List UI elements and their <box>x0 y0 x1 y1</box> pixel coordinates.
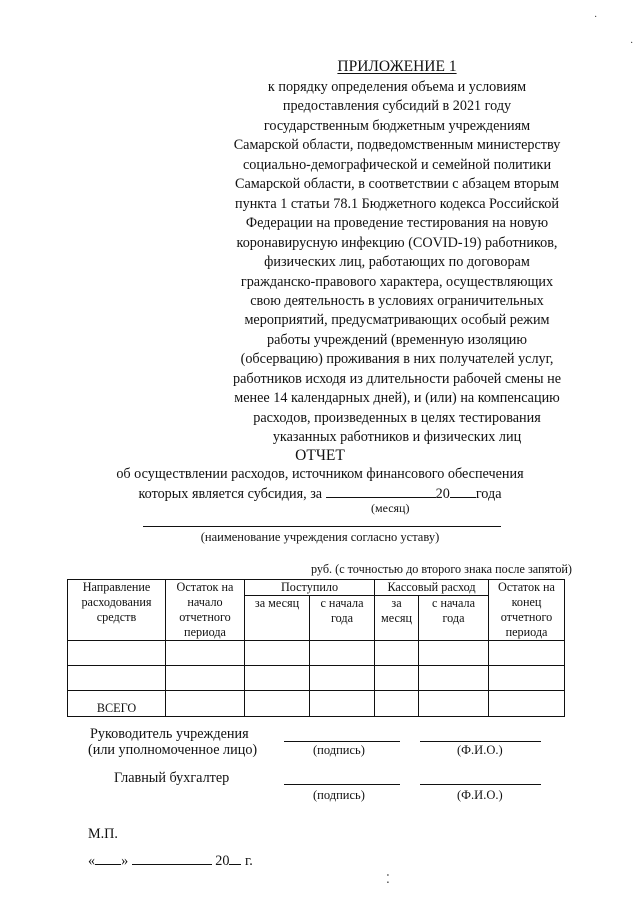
annex-line: мероприятий, предусматривающих особый режим <box>244 312 550 329</box>
head-label-line2: (или уполномоченное лицо) <box>88 742 258 758</box>
annex-line: социально-демографической и семейной политики <box>242 156 552 173</box>
header-received-ytd: с начала года <box>310 596 375 641</box>
table-cell[interactable] <box>166 641 245 666</box>
annex-description <box>212 78 582 448</box>
annex-line: Самарской области, подведомственным министерству <box>233 137 561 154</box>
table-cell[interactable] <box>489 641 565 666</box>
table-cell[interactable] <box>419 641 489 666</box>
annex-title: ПРИЛОЖЕНИЕ 1 <box>337 58 457 75</box>
accountant-name-line[interactable] <box>420 784 541 785</box>
units-note: руб. (с точностью до второго знака после запятой) <box>310 562 572 576</box>
header-balance-end: Остаток на конец отчетного периода <box>489 580 565 641</box>
annex-line: работы учреждений (временную изоляцию <box>267 331 527 348</box>
table-header-row <box>68 580 565 596</box>
date-month-blank[interactable] <box>132 851 212 865</box>
table-cell[interactable] <box>68 666 166 691</box>
table-row <box>68 641 565 666</box>
stamp-place-label: М.П. <box>88 826 118 842</box>
scan-speck: ⁚ <box>386 872 390 886</box>
table-cell[interactable] <box>68 641 166 666</box>
annex-line: свою деятельность в условиях ограничительных <box>250 292 544 309</box>
annex-line: физических лиц, работающих по договорам <box>264 254 530 271</box>
annex-line: государственным бюджетным учреждениям <box>263 117 531 134</box>
annex-line: к порядку определения объема и условиям <box>267 79 527 95</box>
accountant-signature-caption: (подпись) <box>313 788 365 802</box>
accountant-signature-line[interactable] <box>284 784 400 785</box>
header-direction: Направление расходования средств <box>68 580 166 641</box>
head-label-line1: Руководитель учреждения <box>90 726 249 742</box>
table-cell[interactable] <box>419 691 489 717</box>
annex-line: Самарской области, в соответствии с абзацем вторым <box>235 176 559 193</box>
report-subtitle-prefix: которых является субсидия, за <box>138 486 323 502</box>
month-caption: (месяц) <box>371 501 410 515</box>
table-cell[interactable] <box>489 691 565 717</box>
table-row <box>68 666 565 691</box>
accountant-name-caption: (Ф.И.О.) <box>457 788 503 802</box>
annex-line: работников исходя из длительности рабочей смены не <box>232 370 562 387</box>
table-cell[interactable] <box>375 691 419 717</box>
annex-line: Федерации на проведение тестирования на новую <box>245 215 549 232</box>
year-blank[interactable] <box>450 484 476 498</box>
report-subtitle-line2 <box>0 484 640 503</box>
table-cell[interactable] <box>245 641 310 666</box>
date-close-quote: » <box>121 853 129 869</box>
header-cash-month: за месяц <box>375 596 419 641</box>
month-blank[interactable] <box>326 484 436 498</box>
year-prefix: 20 <box>435 486 450 502</box>
table-cell[interactable] <box>375 666 419 691</box>
institution-caption: (наименование учреждения согласно уставу) <box>200 530 440 544</box>
annex-line: пункта 1 статьи 78.1 Бюджетного кодекса Российской <box>235 195 559 212</box>
report-table <box>67 579 565 717</box>
table-cell[interactable] <box>419 666 489 691</box>
header-received-month: за месяц <box>245 596 310 641</box>
date-year-suffix: г. <box>245 853 253 869</box>
table-cell[interactable] <box>375 641 419 666</box>
scan-speck: · <box>630 38 634 49</box>
annex-line: предоставления субсидий в 2021 году <box>282 98 512 115</box>
date-day-blank[interactable] <box>95 851 121 865</box>
table-cell[interactable] <box>245 691 310 717</box>
date-year-prefix: 20 <box>215 853 230 869</box>
institution-name-line[interactable] <box>143 526 501 527</box>
annex-line: расходов, произведенных в целях тестирования <box>253 409 541 426</box>
annex-line: гражданско-правового характера, осуществляющих <box>240 273 554 290</box>
year-suffix: года <box>475 486 502 502</box>
scan-speck: · <box>594 12 598 23</box>
table-cell[interactable] <box>166 666 245 691</box>
table-total-row <box>68 691 565 717</box>
head-name-line[interactable] <box>420 741 541 742</box>
header-cash-ytd: с начала года <box>419 596 489 641</box>
table-cell[interactable] <box>310 641 375 666</box>
table-cell[interactable] <box>245 666 310 691</box>
report-subtitle-line1: об осуществлении расходов, источником финансового обеспечения <box>116 466 524 482</box>
annex-line: указанных работников и физических лиц <box>272 429 522 446</box>
report-title: ОТЧЕТ <box>295 447 345 464</box>
table-cell[interactable] <box>166 691 245 717</box>
table-cell[interactable] <box>489 666 565 691</box>
table-cell[interactable] <box>310 691 375 717</box>
head-signature-caption: (подпись) <box>313 743 365 757</box>
header-received: Поступило <box>245 580 375 596</box>
annex-line: менее 14 календарных дней), и (или) на компенсацию <box>234 390 560 407</box>
head-name-caption: (Ф.И.О.) <box>457 743 503 757</box>
date-line <box>88 851 253 870</box>
header-cash-expense: Кассовый расход <box>375 580 489 596</box>
annex-line: (обсервацию) проживания в них получателей услуг, <box>240 351 554 368</box>
table-cell[interactable] <box>310 666 375 691</box>
date-open-quote: « <box>88 853 96 869</box>
annex-line: коронавирусную инфекцию (COVID-19) работников, <box>236 234 558 251</box>
accountant-label: Главный бухгалтер <box>114 770 230 786</box>
total-label: ВСЕГО <box>68 691 166 717</box>
date-year-blank[interactable] <box>229 851 241 865</box>
header-balance-start: Остаток на начало отчетного периода <box>166 580 245 641</box>
head-signature-line[interactable] <box>284 741 400 742</box>
